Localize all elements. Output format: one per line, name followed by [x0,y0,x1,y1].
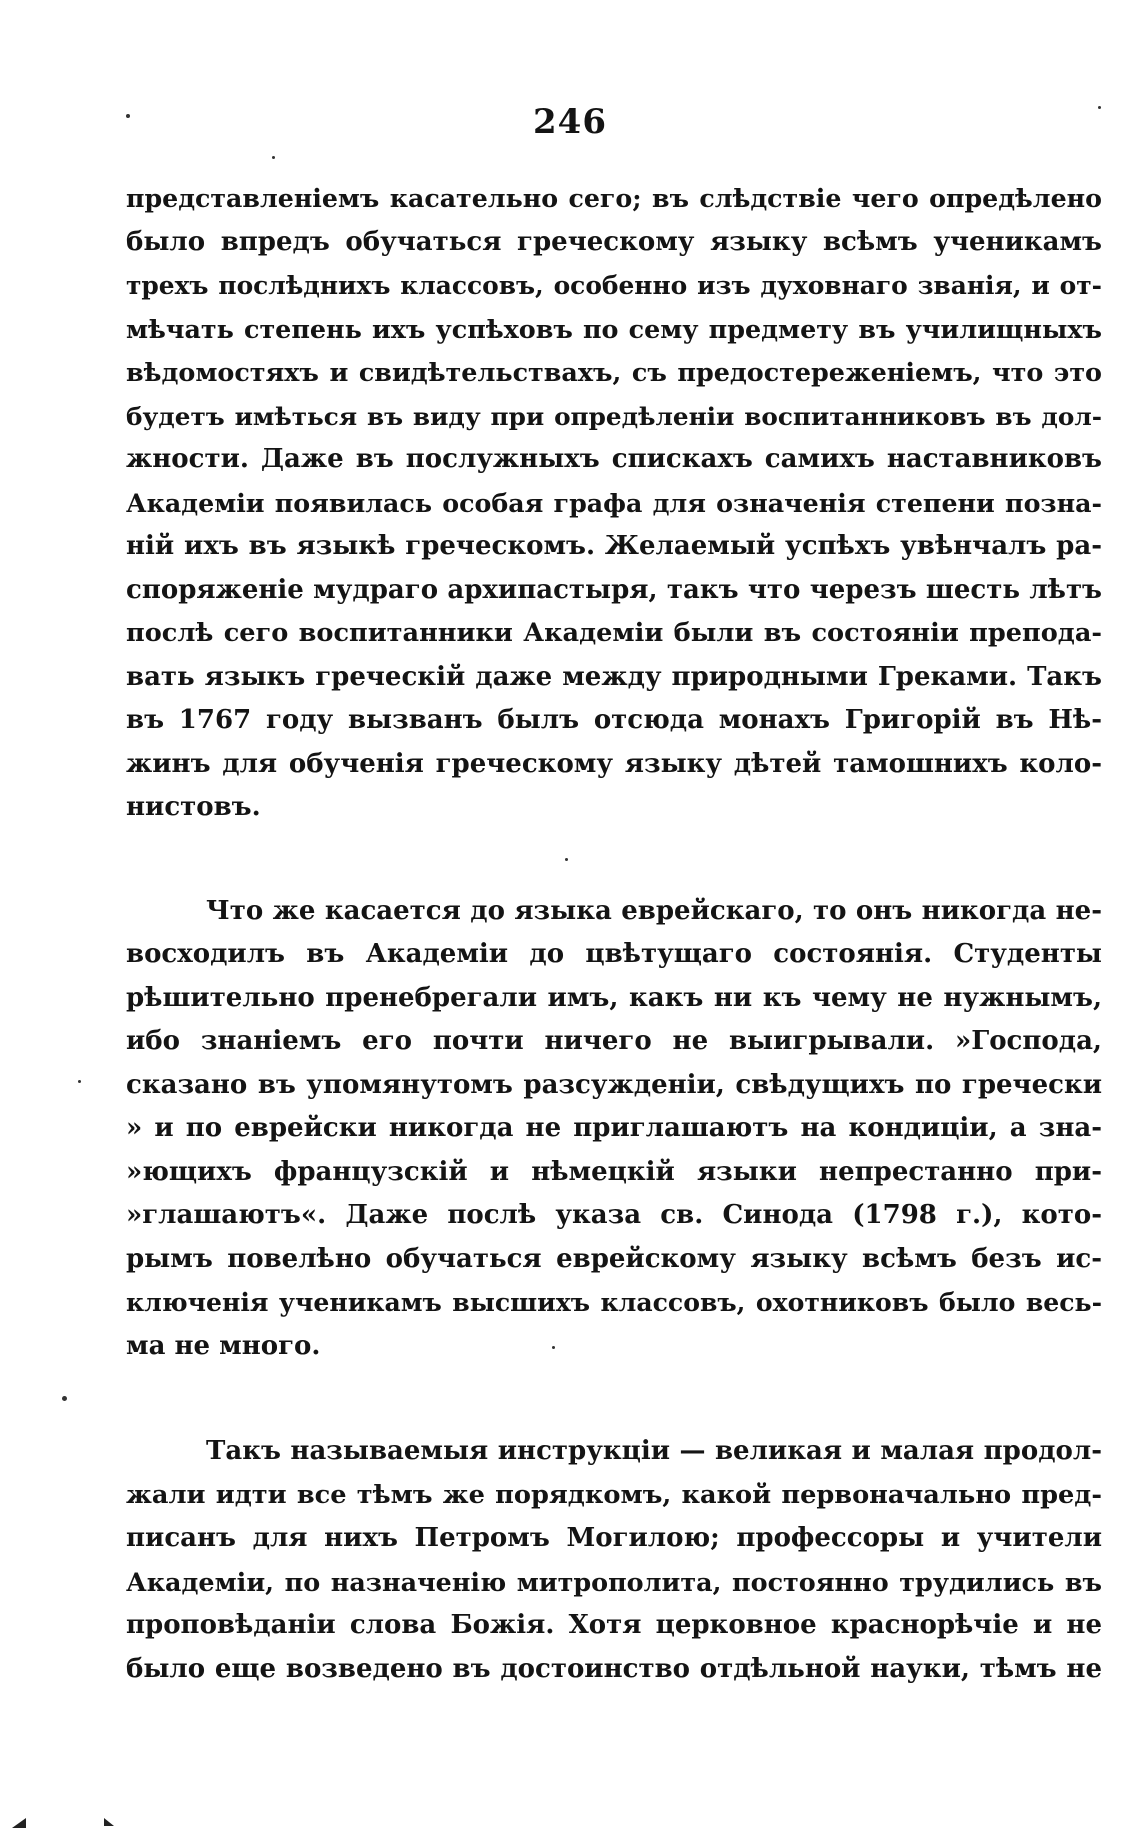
speck-mark [1098,106,1101,109]
scan-corner-mark [104,1818,114,1826]
text-line: писанъ для нихъ Петромъ Могилою; профессоры и учители [126,1523,1102,1553]
text-line: »глашаютъ«. Даже послѣ указа св. Синода (1798 г.), кото- [126,1200,1102,1230]
text-line: нистовъ. [126,792,261,822]
scan-corner-mark [12,1818,26,1828]
text-line: вать языкъ греческій даже между природными Греками. Такъ [126,661,1102,692]
text-line: представленіемъ касательно сего; въ слѣдствіе чего опредѣлено [126,183,1102,213]
text-line: Такъ называемыя инструкціи — великая и малая продол- [206,1436,1102,1466]
text-line: проповѣданіи слова Божія. Хотя церковное краснорѣчіе и не [126,1610,1102,1640]
text-line: Академіи появилась особая графа для означенія степени позна- [126,487,1102,518]
page-number: 246 [533,102,607,142]
text-line: въ 1767 году вызванъ былъ отсюда монахъ Григорій въ Нѣ- [126,705,1102,735]
text-line: мѣчать степень ихъ успѣховъ по сему предмету въ училищныхъ [126,313,1102,344]
text-line: жинъ для обученія греческому языку дѣтей тамошнихъ коло- [126,748,1102,779]
text-line: было еще возведено въ достоинство отдѣльной науки, тѣмъ не [126,1653,1102,1684]
text-line: ній ихъ въ языкѣ греческомъ. Желаемый успѣхъ увѣнчалъ ра- [126,531,1102,561]
paragraph [126,890,1102,1369]
text-line: рымъ повелѣно обучаться еврейскому языку всѣмъ безъ ис- [126,1243,1102,1274]
speck-mark [62,1396,67,1401]
text-line: будетъ имѣться въ виду при опредѣленіи воспитанниковъ въ дол- [126,401,1102,431]
paragraph [126,177,1102,830]
text-line: жности. Даже въ послужныхъ спискахъ самихъ наставниковъ [126,444,1102,474]
text-line: было впредъ обучаться греческому языку всѣмъ ученикамъ [126,226,1102,257]
text-line: » и по еврейски никогда не приглашаютъ на кондиціи, а зна- [126,1113,1102,1143]
text-line: трехъ послѣднихъ классовъ, особенно изъ духовнаго званія, и от- [126,271,1102,300]
text-line: рѣшительно пренебрегали имъ, какъ ни къ чему не нужнымъ, [126,982,1102,1013]
text-line: Академіи, по назначенію митрополита, постоянно трудились въ [126,1566,1102,1597]
speck-mark [78,1080,81,1083]
text-line: восходилъ въ Академіи до цвѣтущаго состоянія. Студенты [126,939,1102,969]
speck-mark [272,156,275,159]
text-line: »ющихъ французскій и нѣмецкій языки непрестанно при- [126,1156,1102,1187]
text-line: жали идти все тѣмъ же порядкомъ, какой первоначально пред- [126,1479,1102,1510]
text-line: ма не много. [126,1330,321,1361]
paragraph [126,1430,1102,1691]
text-line: ключенія ученикамъ высшихъ классовъ, охотниковъ было весь- [126,1287,1102,1317]
text-line: споряженіе мудраго архипастыря, такъ что черезъ шесть лѣтъ [126,574,1102,605]
text-line: послѣ сего воспитанники Академіи были въ состояніи препода- [126,618,1102,648]
text-line: вѣдомостяхъ и свидѣтельствахъ, съ предостереженіемъ, что это [126,357,1102,387]
speck-mark [126,114,130,118]
text-line: ибо знаніемъ его почти ничего не выигрывали. »Господа, [126,1026,1102,1056]
page-body [126,177,1102,1691]
text-line: Что же касается до языка еврейскаго, то онъ никогда не- [206,895,1102,926]
text-line: сказано въ упомянутомъ разсужденіи, свѣдущихъ по гречески [126,1069,1102,1100]
